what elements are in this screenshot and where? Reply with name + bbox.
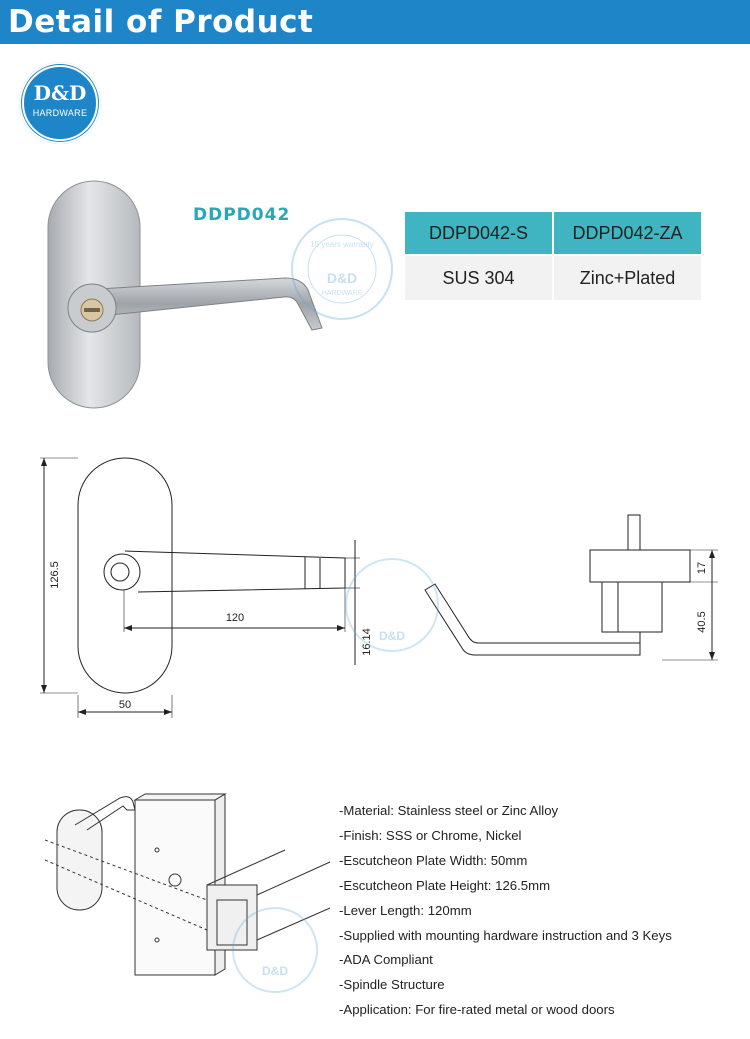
watermark-brand-2: D&D xyxy=(379,629,405,643)
spec-table xyxy=(405,212,701,300)
spec-material-cell: Zinc+Plated xyxy=(553,255,701,300)
feature-item: -Lever Length: 120mm xyxy=(339,902,472,918)
watermark-ring-mid: 15 years warranty xyxy=(310,240,374,249)
watermark-brand: D&D xyxy=(326,270,358,286)
logo-sub-text: HARDWARE xyxy=(32,108,88,118)
header-banner xyxy=(0,0,750,44)
spec-header-cell: DDPD042-S xyxy=(405,212,553,255)
feature-item: -Escutcheon Plate Width: 50mm xyxy=(339,852,528,868)
spec-material-cell: SUS 304 xyxy=(405,255,553,300)
dim-projection: 40.5 xyxy=(696,611,708,633)
installation-diagram xyxy=(35,780,335,1005)
page-title: Detail of Product xyxy=(8,4,314,40)
door-panel xyxy=(135,800,215,975)
keyhole xyxy=(84,308,100,312)
spec-table-row xyxy=(405,255,701,300)
drawing-lever-side xyxy=(425,584,640,655)
watermark-sub: HARDWARE xyxy=(321,290,363,297)
dim-rose-height: 17 xyxy=(696,561,708,575)
feature-item: -Finish: SSS or Chrome, Nickel xyxy=(339,827,522,843)
feature-item: -Supplied with mounting hardware instruction and 3 Keys xyxy=(339,927,672,943)
spec-header-cell: DDPD042-ZA xyxy=(553,212,701,255)
logo-main-text: D&D xyxy=(33,81,87,105)
dim-lever-length: 120 xyxy=(225,612,245,624)
product-model-title: DDPD042 xyxy=(193,205,291,225)
drawing-lever-outline xyxy=(125,551,345,592)
feature-item: -Escutcheon Plate Height: 126.5mm xyxy=(339,877,551,893)
feature-item: -Material: Stainless steel or Zinc Alloy xyxy=(339,803,559,818)
watermark-brand-3: D&D xyxy=(262,964,288,978)
feature-item: -Spindle Structure xyxy=(339,977,445,993)
watermark-seal xyxy=(288,215,396,323)
dim-lever-width: 16.14 xyxy=(361,628,373,656)
feature-item: -Application: For fire-rated metal or wood doors xyxy=(339,1002,615,1018)
feature-list xyxy=(339,799,672,1023)
spec-table-header-row xyxy=(405,212,701,255)
technical-drawing xyxy=(30,450,730,725)
dim-plate-height: 126.5 xyxy=(49,561,61,589)
feature-item: -ADA Compliant xyxy=(339,952,433,968)
brand-logo xyxy=(19,62,101,144)
dim-plate-width: 50 xyxy=(118,699,132,711)
drawing-plate-outline xyxy=(78,458,172,693)
